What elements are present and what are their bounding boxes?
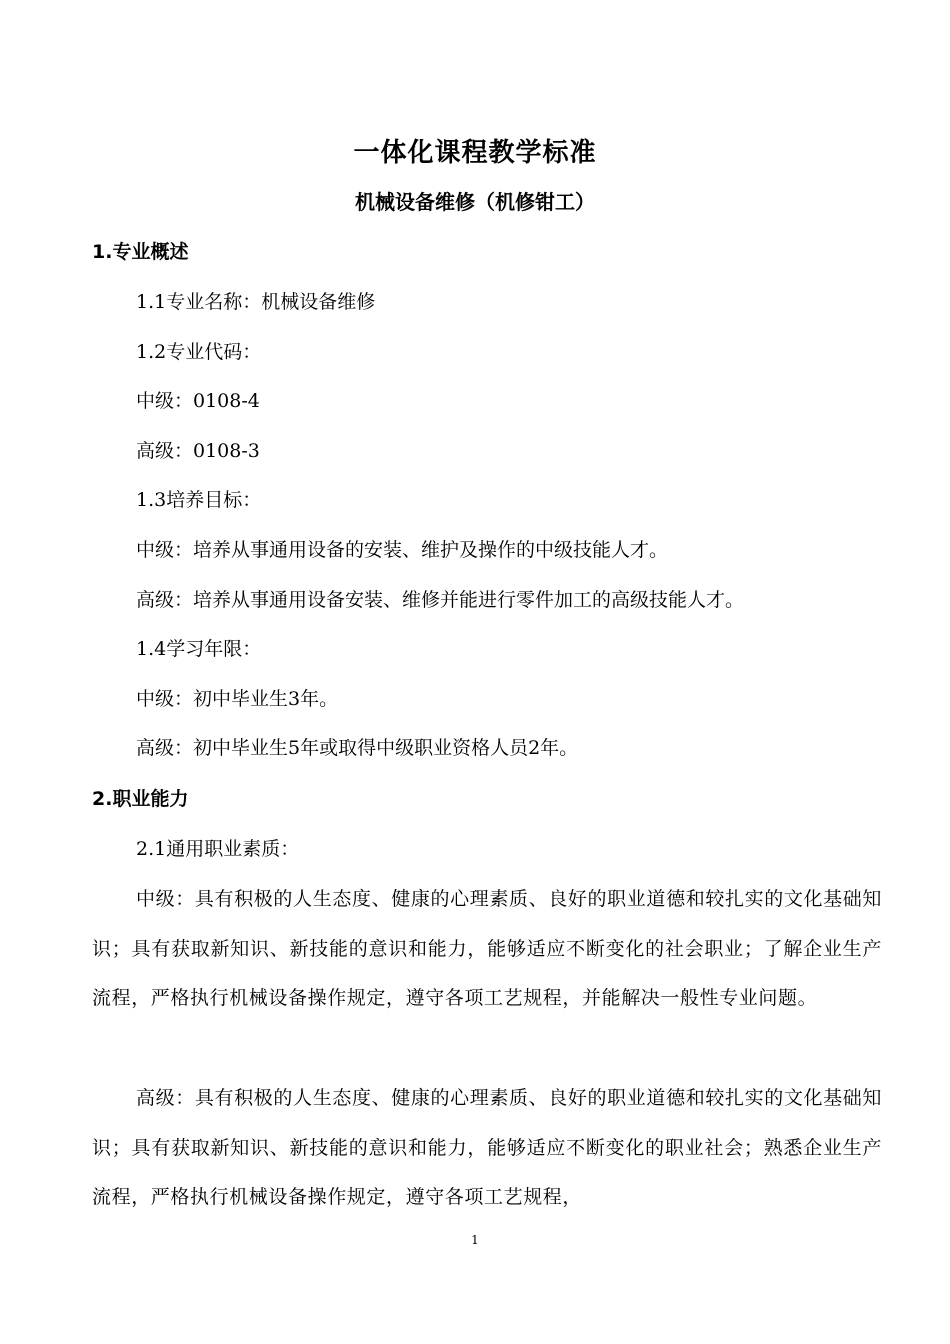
text-line: 1.2专业代码： (136, 341, 262, 363)
text-line: 高级：0108-3 (136, 440, 260, 462)
paragraph-advanced: 高级：具有积极的人生态度、健康的心理素质、良好的职业道德和较扎实的文化基础知识；具有获取新知识、新技能的意识和能力，能够适应不断变化的职业社会；熟悉企业生产流程，严格执行机械设备操作规定，遵守各项工艺规程， (92, 1087, 882, 1208)
page-number: 1 (471, 1233, 479, 1247)
section-heading-overview: 1.专业概述 (92, 241, 189, 263)
paragraph-intermediate: 中级：具有积极的人生态度、健康的心理素质、良好的职业道德和较扎实的文化基础知识；具有获取新知识、新技能的意识和能力，能够适应不断变化的社会职业；了解企业生产流程，严格执行机械设备操作规定，遵守各项工艺规程，并能解决一般性专业问题。 (92, 888, 882, 1009)
document-title: 一体化课程教学标准 (353, 138, 597, 168)
text-line: 高级：培养从事通用设备安装、维修并能进行零件加工的高级技能人才。 (136, 589, 745, 611)
document-subtitle: 机械设备维修（机修钳工） (355, 190, 595, 214)
text-line: 1.1专业名称：机械设备维修 (136, 291, 376, 313)
text-line: 中级：培养从事通用设备的安装、维护及操作的中级技能人才。 (136, 539, 669, 561)
text-line: 中级：初中毕业生3年。 (136, 688, 339, 710)
text-line: 2.1通用职业素质： (136, 838, 300, 860)
text-line: 1.4学习年限： (136, 638, 262, 660)
text-line: 高级：初中毕业生5年或取得中级职业资格人员2年。 (136, 737, 579, 759)
section-heading-competence: 2.职业能力 (92, 788, 189, 810)
text-line: 1.3培养目标： (136, 489, 262, 511)
text-line: 中级：0108-4 (136, 390, 260, 412)
